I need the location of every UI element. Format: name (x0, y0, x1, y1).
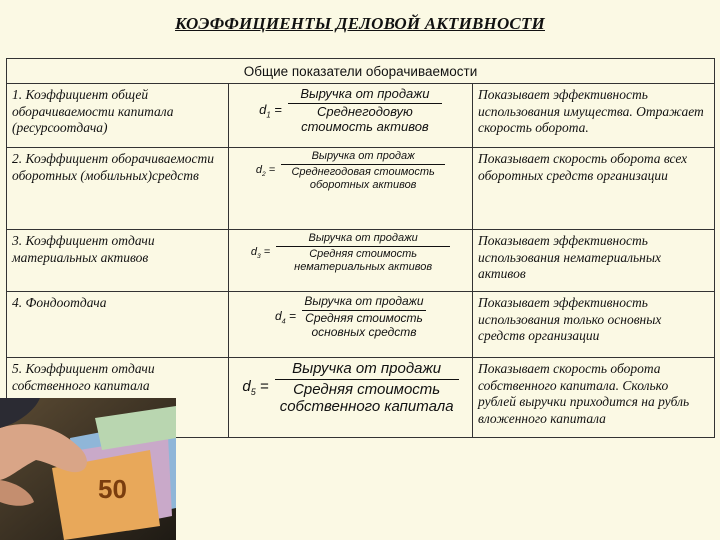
ratio-formula (229, 292, 473, 358)
banknote-denomination: 50 (98, 474, 127, 504)
ratio-formula (229, 84, 473, 148)
ratio-description: Показывает эффективность использования имущества. Отражает скорость оборота. (473, 84, 715, 148)
ratio-formula (229, 148, 473, 230)
formula-numerator: Выручка от продажи (300, 86, 430, 101)
formula-numerator: Выручка от продажи (304, 294, 424, 308)
euro-banknotes-illustration (0, 398, 176, 540)
formula-denominator: Среднегодовая стоимость оборотных активов (281, 164, 445, 191)
table-row (7, 230, 715, 292)
ratio-description: Показывает эффективность использования только основных средств организации (473, 292, 715, 358)
ratio-name: 4. Фондоотдача (7, 292, 229, 358)
formula-lhs: $d_3$ = (250, 245, 271, 260)
formula-denominator: Средняя стоимость основных средств (302, 310, 426, 340)
formula-denominator: Средняя стоимость собственного капитала (275, 379, 459, 416)
ratio-description: Показывает скорость оборота собственного капитала. Сколько рублей выручки приходится на рубль вложенного капитала (473, 358, 715, 438)
formula-lhs: $d_2$ = (255, 163, 276, 178)
formula-numerator: Выручка от продажи (292, 360, 442, 377)
formula-fraction (275, 360, 459, 416)
ratio-description: Показывает скорость оборота всех оборотных средств организации (473, 148, 715, 230)
formula-lhs: $d_1$ = (259, 101, 282, 120)
formula-lhs: $d_4$ = (274, 308, 297, 325)
ratio-name: 1. Коэффициент общей оборачиваемости капитала (ресурсоотдача) (7, 84, 229, 148)
table-row (7, 84, 715, 148)
ratio-description: Показывает эффективность использования нематериальных активов (473, 230, 715, 292)
ratio-name: 3. Коэффициент отдачи материальных активов (7, 230, 229, 292)
ratio-name: 2. Коэффициент оборачиваемости оборотных (мобильных)средств (7, 148, 229, 230)
ratio-name: 5. Коэффициент отдачи собственного капитала (7, 358, 229, 438)
formula-denominator: Среднегодовую стоимость активов (288, 103, 442, 135)
table-header-row (7, 59, 715, 84)
table-row (7, 148, 715, 230)
formula-numerator: Выручка от продаж (311, 150, 415, 162)
money-photo (0, 398, 176, 540)
ratio-formula (229, 358, 473, 438)
formula-fraction (281, 150, 445, 191)
ratio-formula (229, 230, 473, 292)
formula-numerator: Выручка от продажи (308, 232, 418, 244)
turnover-ratios-table (6, 58, 715, 438)
formula-fraction (276, 232, 450, 273)
table-header: Общие показатели оборачиваемости (7, 59, 715, 84)
formula-fraction (302, 294, 426, 340)
formula-lhs: $d_5$ = (242, 378, 269, 398)
table-row (7, 292, 715, 358)
formula-fraction (288, 86, 442, 135)
slide-title: КОЭФФИЦИЕНТЫ ДЕЛОВОЙ АКТИВНОСТИ (175, 14, 545, 33)
formula-denominator: Средняя стоимость нематериальных активов (276, 246, 450, 273)
